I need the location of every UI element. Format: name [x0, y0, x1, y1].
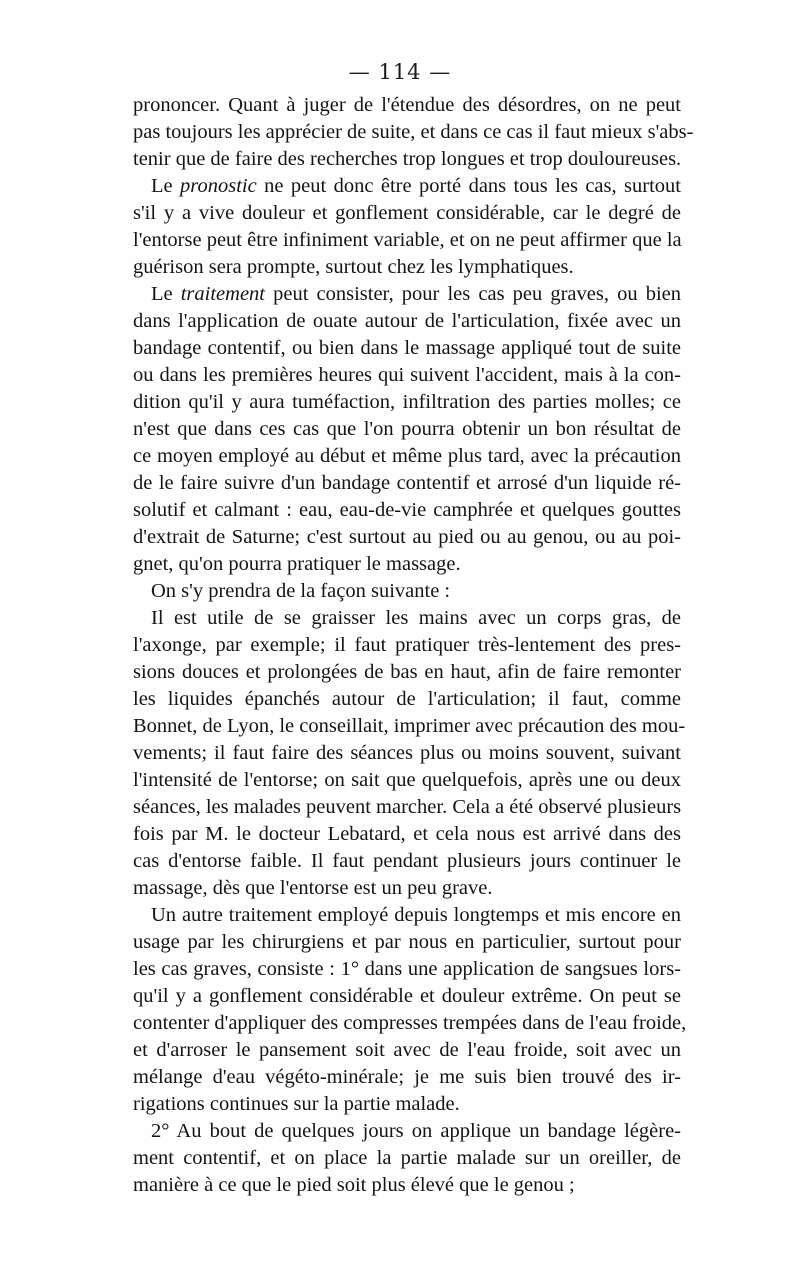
paragraph	[133, 605, 686, 902]
text-line: ce moyen employé au début et même plus tard, avec la précaution	[133, 445, 681, 467]
text-line: tenir que de faire des recherches trop longues et trop douloureuses.	[133, 148, 682, 170]
text-line: dans l'application de ouate autour de l'articulation, fixée avec un	[133, 310, 681, 332]
text-line: l'intensité de l'entorse; on sait que quelquefois, après une ou deux	[133, 769, 681, 791]
text-line: ment contentif, et on place la partie malade sur un oreiller, de	[133, 1147, 681, 1169]
text-line: cas d'entorse faible. Il faut pendant plusieurs jours continuer le	[133, 850, 681, 872]
italic-term: pronostic	[180, 175, 257, 197]
text-line: 2° Au bout de quelques jours on applique un bandage légère-	[151, 1120, 681, 1142]
text-line: sions douces et prolongées de bas en haut, afin de faire remonter	[133, 661, 681, 683]
text-line: pas toujours les apprécier de suite, et dans ce cas il faut mieux s'abs-	[133, 121, 694, 143]
text-line	[133, 281, 681, 308]
text-line-rest: peut consister, pour les cas peu graves, ou bien	[265, 283, 681, 305]
text-line: solutif et calmant : eau, eau-de-vie camphrée et quelques gouttes	[133, 499, 681, 521]
text-line: l'axonge, par exemple; il faut pratiquer très-lentement des pres-	[133, 634, 681, 656]
text-line: d'extrait de Saturne; c'est surtout au pied ou au genou, ou au poi-	[133, 526, 681, 548]
text-line: ou dans les premières heures qui suivent l'accident, mais à la con-	[133, 364, 681, 386]
text-line: contenter d'appliquer des compresses trempées dans de l'eau froide,	[133, 1012, 687, 1034]
paragraph	[133, 1118, 681, 1199]
text-line: dition qu'il y aura tuméfaction, infiltration des parties molles; ce	[133, 391, 681, 413]
text-line-prefix: Le	[151, 283, 181, 305]
body-text	[133, 92, 694, 1199]
paragraph	[133, 902, 687, 1118]
text-line: Bonnet, de Lyon, le conseillait, imprimer avec précaution des mou-	[133, 715, 686, 737]
text-line: qu'il y a gonflement considérable et douleur extrême. On peut se	[133, 985, 681, 1007]
paragraph	[133, 92, 694, 173]
text-line-prefix: Le	[151, 175, 181, 197]
text-line: bandage contentif, ou bien dans le massage appliqué tout de suite	[133, 337, 681, 359]
text-line: manière à ce que le pied soit plus élevé que le genou ;	[133, 1174, 575, 1196]
text-line: et d'arroser le pansement soit avec de l'eau froide, soit avec un	[133, 1039, 681, 1061]
text-line: les liquides épanchés autour de l'articulation; il faut, comme	[133, 688, 681, 710]
text-line	[133, 173, 681, 200]
text-line: rigations continues sur la partie malade.	[133, 1093, 460, 1115]
text-line: Il est utile de se graisser les mains avec un corps gras, de	[151, 607, 681, 629]
page-number: — 114 —	[348, 60, 452, 84]
text-line: l'entorse peut être infiniment variable, et on ne peut affirmer que la	[133, 229, 682, 251]
text-line: vements; il faut faire des séances plus ou moins souvent, suivant	[133, 742, 681, 764]
paragraph	[133, 173, 681, 281]
text-line: Un autre traitement employé depuis longtemps et mis encore en	[151, 904, 681, 926]
text-line: fois par M. le docteur Lebatard, et cela nous est arrivé dans des	[133, 823, 681, 845]
text-line: gnet, qu'on pourra pratiquer le massage.	[133, 553, 461, 575]
italic-term: traitement	[180, 283, 265, 305]
text-line: On s'y prendra de la façon suivante :	[151, 580, 451, 602]
text-line: séances, les malades peuvent marcher. Cela a été observé plusieurs	[133, 796, 682, 818]
text-line: prononcer. Quant à juger de l'étendue des désordres, on ne peut	[133, 94, 681, 116]
text-line: mélange d'eau végéto-minérale; je me suis bien trouvé des ir-	[133, 1066, 681, 1088]
text-line: les cas graves, consiste : 1° dans une application de sangsues lors-	[133, 958, 681, 980]
paragraph	[133, 578, 681, 605]
paragraph	[133, 281, 681, 578]
text-line: guérison sera prompte, surtout chez les lymphatiques.	[133, 256, 574, 278]
text-line-rest: ne peut donc être porté dans tous les cas, surtout	[256, 175, 681, 197]
text-line: de le faire suivre d'un bandage contentif et arrosé d'un liquide ré-	[133, 472, 681, 494]
text-line: usage par les chirurgiens et par nous en particulier, surtout pour	[133, 931, 681, 953]
text-line: n'est que dans ces cas que l'on pourra obtenir un bon résultat de	[133, 418, 681, 440]
text-line: massage, dès que l'entorse est un peu grave.	[133, 877, 493, 899]
text-line: s'il y a vive douleur et gonflement considérable, car le degré de	[133, 202, 681, 224]
